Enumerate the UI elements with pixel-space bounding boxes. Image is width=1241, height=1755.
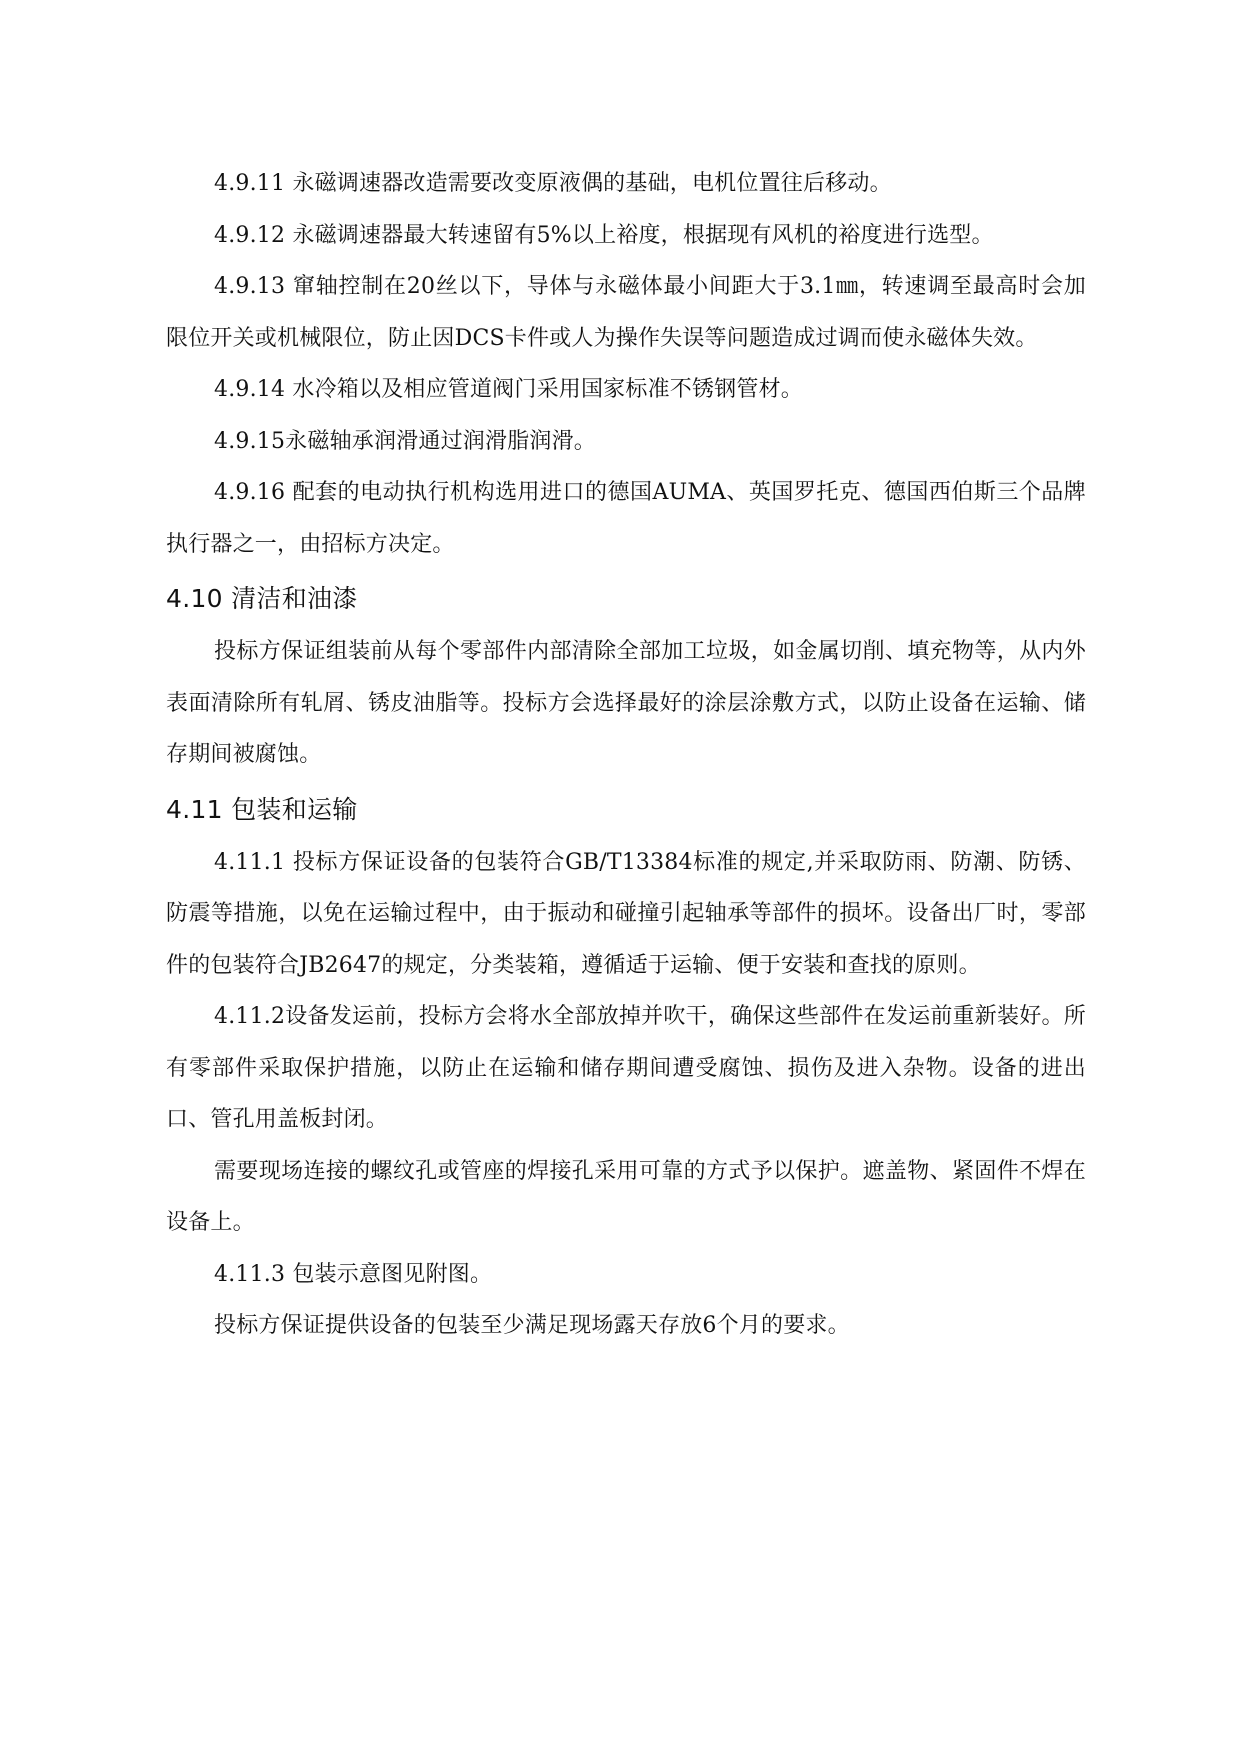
- clause-4-9-13: 4.9.13 窜轴控制在20丝以下，导体与永磁体最小间距大于3.1㎜，转速调至最高时会加限位开关或机械限位，防止因DCS卡件或人为操作失误等问题造成过调而使永磁体失效。: [166, 274, 1086, 351]
- clause-4-9-14: 4.9.14 水冷箱以及相应管道阀门采用国家标准不锈钢管材。: [214, 377, 803, 402]
- section-4-11-title: 4.11 包装和运输: [166, 794, 358, 824]
- clause-4-11-2: 4.11.2设备发运前，投标方会将水全部放掉并吹干，确保这些部件在发运前重新装好。所有零部件采取保护措施，以防止在运输和储存期间遭受腐蚀、损伤及进入杂物。设备的进出口、管孔用盖板封闭。: [166, 1004, 1086, 1132]
- section-4-10-title: 4.10 清洁和油漆: [166, 584, 358, 613]
- clause-4-9-12: 4.9.12 永磁调速器最大转速留有5%以上裕度，根据现有风机的裕度进行选型。: [214, 222, 994, 248]
- clause-4-9-16: 4.9.16 配套的电动执行机构选用进口的德国AUMA、英国罗托克、德国西伯斯三个品牌执行器之一，由招标方决定。: [166, 480, 1086, 557]
- clause-4-9-15: 4.9.15永磁轴承润滑通过润滑脂润滑。: [214, 428, 596, 454]
- clause-4-11-1: 4.11.1 投标方保证设备的包装符合GB/T13384标准的规定,并采取防雨、防潮、防锈、防震等措施，以免在运输过程中，由于振动和碰撞引起轴承等部件的损坏。设备出厂时，零部件的包装符合JB2647的规定，分类装箱，遵循适于运输、便于安装和查找的原则。: [166, 849, 1086, 978]
- document-body: [166, 158, 1086, 1352]
- packaging-requirement: 投标方保证提供设备的包装至少满足现场露天存放6个月的要求。: [214, 1313, 850, 1338]
- clause-4-11-2-continued: 需要现场连接的螺纹孔或管座的焊接孔采用可靠的方式予以保护。遮盖物、紧固件不焊在设备上。: [166, 1158, 1086, 1235]
- section-4-10-body: 投标方保证组装前从每个零部件内部清除全部加工垃圾，如金属切削、填充物等，从内外表面清除所有轧屑、锈皮油脂等。投标方会选择最好的涂层涂敷方式，以防止设备在运输、储存期间被腐蚀。: [166, 639, 1086, 767]
- clause-4-9-11: 4.9.11 永磁调速器改造需要改变原液偶的基础，电机位置往后移动。: [214, 171, 892, 196]
- clause-4-11-3: 4.11.3 包装示意图见附图。: [214, 1261, 493, 1287]
